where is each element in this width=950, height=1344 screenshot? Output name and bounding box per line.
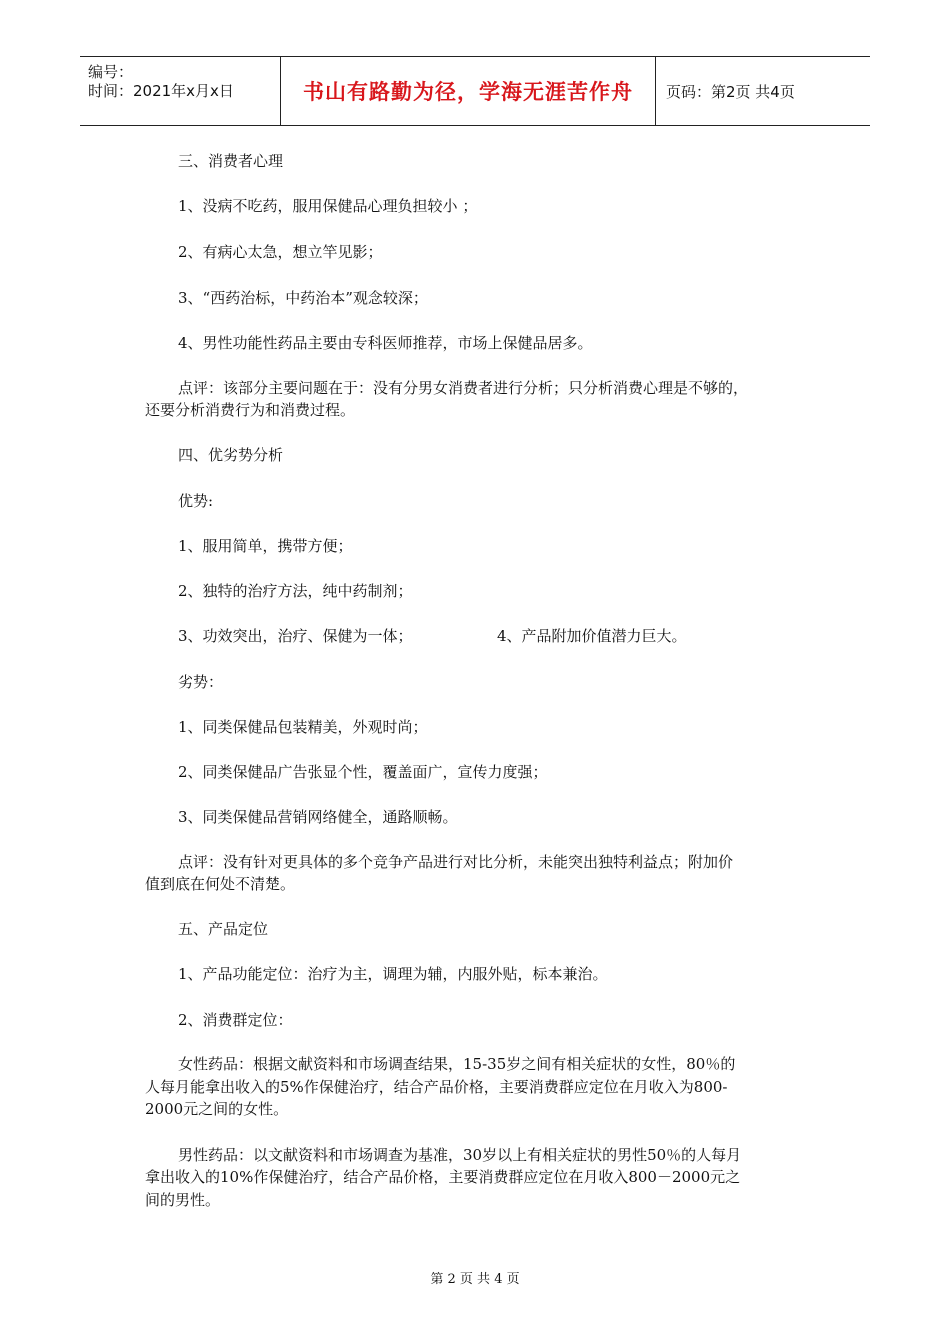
list-item: 4、男性功能性药品主要由专科医师推荐，市场上保健品居多。 [178, 334, 593, 352]
page-header [80, 56, 870, 126]
list-item: 2、消费群定位： [178, 1011, 293, 1029]
list-item: 2、同类保健品广告张显个性，覆盖面广，宣传力度强； [178, 763, 548, 781]
header-meta-cell [80, 57, 281, 125]
list-item: 1、服用简单，携带方便； [178, 537, 353, 555]
document-time-label: 时间：2021年x月x日 [88, 82, 234, 100]
list-item: 1、没病不吃药，服用保健品心理负担较小 ； [178, 197, 478, 215]
section-heading: 五、产品定位 [178, 920, 269, 938]
list-item: 4、产品附加价值潜力巨大。 [497, 627, 687, 645]
page-number: 第 2 页 共 4 页 [430, 1272, 520, 1287]
body-paragraph: 女性药品：根据文献资料和市场调查结果，15-35岁之间有相关症状的女性，80％的 [178, 1055, 736, 1073]
list-item: 1、同类保健品包装精美，外观时尚； [178, 718, 428, 736]
list-item: 3、同类保健品营销网络健全，通路顺畅。 [178, 808, 458, 826]
list-item: 3、“西药治标，中药治本”观念较深； [178, 289, 428, 307]
sub-heading: 劣势： [178, 673, 224, 691]
header-page-info: 页码：第2页 共4页 [666, 82, 795, 101]
body-paragraph: 男性药品：以文献资料和市场调查为基准，30岁以上有相关症状的男性50％的人每月 [178, 1146, 742, 1164]
header-motto-cell [281, 57, 656, 125]
body-paragraph: 间的男性。 [145, 1191, 221, 1209]
body-paragraph: 拿出收入的10%作保健治疗，结合产品价格，主要消费群应定位在月收入800－2000元之 [145, 1168, 741, 1186]
list-item: 1、产品功能定位：治疗为主，调理为辅，内服外贴，标本兼治。 [178, 965, 608, 983]
document-number-label: 编号： [88, 63, 134, 81]
page-footer [0, 1268, 950, 1287]
list-item: 2、有病心太急，想立竿见影； [178, 243, 383, 261]
header-motto: 书山有路勤为径，学海无涯苦作舟 [303, 80, 633, 104]
section-heading: 三、消费者心理 [178, 152, 284, 170]
list-item: 2、独特的治疗方法，纯中药制剂； [178, 582, 413, 600]
comment-paragraph: 点评：该部分主要问题在于：没有分男女消费者进行分析；只分析消费心理是不够的， [178, 379, 749, 397]
section-heading: 四、优劣势分析 [178, 446, 284, 464]
sub-heading: 优势: [178, 492, 214, 510]
comment-paragraph: 值到底在何处不清楚。 [145, 875, 296, 893]
body-paragraph: 2000元之间的女性。 [145, 1100, 289, 1118]
header-page-cell [656, 57, 870, 125]
comment-paragraph: 点评：没有针对更具体的多个竞争产品进行对比分析，未能突出独特利益点；附加价 [178, 853, 734, 871]
comment-paragraph: 还要分析消费行为和消费过程。 [145, 401, 356, 419]
list-item: 3、功效突出，治疗、保健为一体； [178, 627, 413, 645]
body-paragraph: 人每月能拿出收入的5%作保健治疗，结合产品价格，主要消费群应定位在月收入为800- [145, 1078, 728, 1096]
